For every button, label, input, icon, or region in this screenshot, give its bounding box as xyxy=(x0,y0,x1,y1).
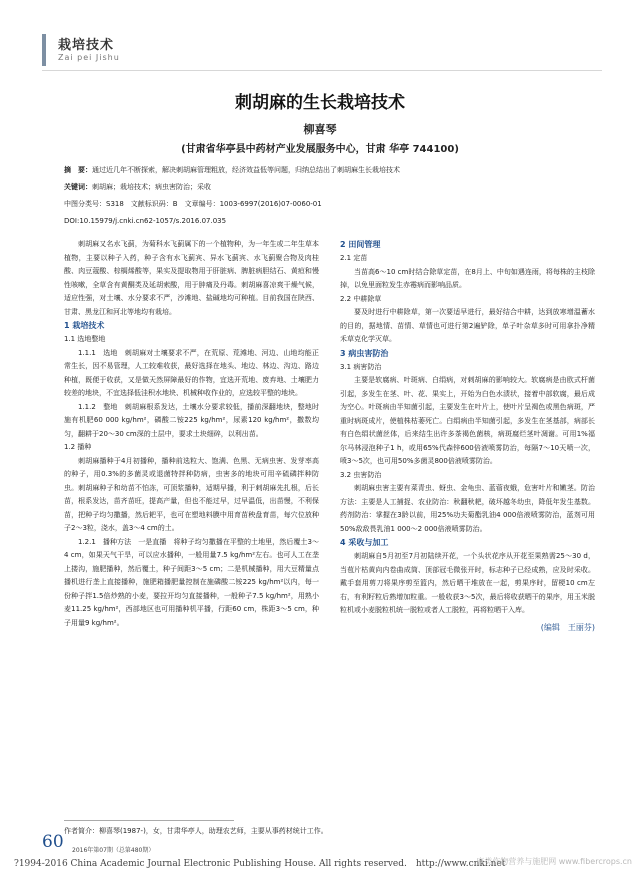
paragraph: 要及时进行中耕除草，第一次要适早进行，最好结合中耕，达到放寒增温蓄水的目的，据地情、苗情、草情也可进行第2遍铲除，单子叶杂草多时可用拿扑净精禾草克化学灭草。 xyxy=(340,308,595,343)
paragraph: 主要是软腐病、叶斑病、白绢病，对刺胡麻的影响较大。软腐病是由欧式杆菌引起，多发生在茎、叶、花、果实上，开始为白色水渍状，接着中部软腐，最后成为空心。叶斑病由半知菌引起，主要发生在叶片上，使叶片呈褐色或黑色病斑，严重时病斑成片，使植株枯萎死亡。白绢病由半知菌引起，多发生在茎基部，病部长有白色绢状菌丝体，后来结生出许多茶褐色菌核，病斑腐烂茎叶凋谢。可用1%福尔马林浸泡种子1 h，或用65%代森锌600倍液喷雾防治，每隔7～10天喷一次，喷3～5次，也可用50%多菌灵800倍液喷雾防治。 xyxy=(340,376,595,465)
author: 柳喜琴 xyxy=(303,123,337,136)
subsection-heading: 3.1 病害防治 xyxy=(340,362,382,371)
column-name: 栽培技术 xyxy=(58,38,115,53)
editor-note: (编辑 王丽芬) xyxy=(540,622,595,632)
column-pinyin: Zai pei Jishu xyxy=(58,53,120,62)
affiliation: (甘肃省华亭县中药材产业发展服务中心，甘肃 华亭 744100) xyxy=(181,144,459,155)
footnote-divider xyxy=(64,820,234,821)
right-column xyxy=(340,238,595,634)
keywords-text: 刺胡麻；栽培技术；病虫害防治；采收 xyxy=(92,183,211,191)
paragraph: 1.2.1 播种方法 一是直播 将种子均匀撒播在平整的土地里，然后覆土3～4 cm，如果天气干旱，可以应水播种，一般用量7.5 kg/hm²左右。也可人工在垄上搂沟，施肥播种，然后覆土，种子间距3～5 cm；二是机械播种，用大豆精量点播机进行垄上直接播种，施肥箱播肥量控制在施磷酸二铵225 kg/hm²以内，每一份种子拌1.5倍炒熟的小麦，要拉开均匀直接播种，一般种子7.5 kg/hm²，用熟小麦11.25 kg/hm²，西部地区也可用播种机平播，行距60 cm，株距3～5 cm，种子用量9 kg/hm²。 xyxy=(64,537,319,627)
author-footnote: 作者简介：柳喜琴(1987-)，女，甘肃华亭人，助理农艺师，主要从事药材统计工作。 xyxy=(64,827,328,835)
watermark: 麻类作物营养与施肥网 www.fibercrops.cn xyxy=(476,857,632,866)
section-heading: 1 栽培技术 xyxy=(64,321,105,330)
header-accent-bar xyxy=(42,34,46,66)
section-heading: 2 田间管理 xyxy=(340,240,381,249)
doi-line: DOI:10.15979/j.cnki.cn62-1057/s.2016.07.035 xyxy=(64,217,227,225)
subsection-heading: 1.2 播种 xyxy=(64,443,92,451)
section-heading: 3 病虫害防治 xyxy=(340,348,389,358)
classification-line: 中图分类号：S318 文献标识码：B 文章编号：1003-6997(2016)07-0060-01 xyxy=(64,200,322,208)
abstract-text: 通过近几年不断探索，解决刺胡麻管理粗放，经济效益低等问题，归纳总结出了刺胡麻生长栽培技术 xyxy=(92,166,400,174)
header-divider xyxy=(42,70,602,71)
article-title: 刺胡麻的生长栽培技术 xyxy=(235,93,405,113)
paragraph: 1.1.1 选地 刺胡麻对土壤要求不严，在荒原、荒滩地、河边、山地均能正常生长，因不易管理，人工较难收获，最好选择在地头、地边、林边、沟边、路边种植，既便于收获，又是做天然屏障最好的作物，宜选开荒地、废弃地、土壤肥力较差的地块，不宜选择低洼积水地块、机械种收作业的，应选较平整的地块。 xyxy=(64,348,319,397)
issue-info: 2016年第07期（总第480期） xyxy=(72,847,155,854)
subsection-heading: 3.2 虫害防治 xyxy=(340,470,382,479)
abstract xyxy=(64,165,574,175)
left-column xyxy=(64,238,319,630)
paragraph: 当苗高6～10 cm时结合除草定苗，在8月上、中旬如遇连雨，将每株的主枝除掉，以免里面粒发生赤霉病而影响品质。 xyxy=(340,267,595,289)
section-heading: 4 采收与加工 xyxy=(340,538,389,547)
subsection-heading: 2.1 定苗 xyxy=(340,254,368,262)
intro-paragraph: 刺胡麻又名水飞蓟，为菊科水飞蓟属下的一个植物种，为一年生或二年生草本植物，主要以种子入药，种子含有水飞蓟宾、异水飞蓟宾、水飞蓟聚合物及肉桂酸、肉豆蔻酸、棕榈烯酸等，果实及提取物用于肝脏病、脾脏病胆结石、黄疸和慢性咳嗽，全草含有黄酮类及延胡索酸，用于肿痛及丹毒。刺胡麻喜凉爽干燥气候，适应性强，对土壤、水分要求不严，沙滩地、盐碱地均可种植。目前我国在陕西、甘肃、黑龙江和河北等地均有栽培。 xyxy=(64,240,319,316)
subsection-heading: 2.2 中耕除草 xyxy=(340,294,382,303)
keywords-label: 关键词： xyxy=(64,183,92,191)
copyright-line: ?1994-2016 China Academic Journal Electronic Publishing House. All rights reserved. http://www.cnki.net xyxy=(14,859,506,869)
subsection-heading: 1.1 选地整地 xyxy=(64,335,106,343)
keywords xyxy=(64,182,574,192)
paragraph: 1.1.2 整地 刺胡麻根系发达，土壤水分要求较低，播前深翻地块，整地时施有机肥60 000 kg/hm²，磷酸二铵225 kg/hm²，尿素120 kg/hm²，撒数均匀，翻耕于20～30 cm深的土层中，要求土块细碎，以利出苗。 xyxy=(64,402,319,438)
abstract-label: 摘 要： xyxy=(64,166,92,174)
paragraph: 刺胡麻播种于4月初播种，播种前选粒大、饱满、色黑、无病虫害、发芽率高的种子，用0.3%的多菌灵或退菌特拌种防病，虫害多的地块可用辛硫磷拌种防虫。刺胡麻种子和幼苗不怕冻，可顶浆播种，适期早播，利于刺胡麻先扎根，后长苗，根系发达，苗齐苗旺，提高产量，但也不能过早，过早温低，出苗慢，不利保苗，把种子均匀撒播，然后耙平，也可在塑地料膜中用育苗秧盘育苗，每穴位放种子2～3粒，浇水，盖3～4 cm的土。 xyxy=(64,456,319,532)
page-number: 60 xyxy=(42,832,64,852)
paragraph: 刺胡麻自5月初至7月初陆续开花，一个头状花序从开花至果熟需25～30 d，当苞片枯黄向内卷曲成筒、顶部冠毛微张开时，标志种子已经成熟，应及时采收。戴手套用剪刀将果序剪至篮内，然后晒干堆放在一起，剪果序时，留梗10 cm左右，有利籽粒后熟增加粒重。一般收获3～5次，最后将收获晒干的果序，用玉米脱粒机或小麦脱粒机统一脱粒或者人工脱粒，再将粒晒干入库。 xyxy=(340,552,595,614)
paragraph: 刺胡麻虫害主要有菜青虫、蚜虫、金龟虫、蓝蓿夜蛾，危害叶片和嫩茎。防治方法：主要是人工捕捉、农业防治：秋翻秋耙，破坏越冬幼虫，降低年发生基数。药剂防治：掌握在3龄以前，用25%功夫菊酯乳油4 000倍液喷雾防治，蓝剂可用50%敌敌畏乳油1 000～2 000倍液喷雾防治。 xyxy=(340,484,595,533)
